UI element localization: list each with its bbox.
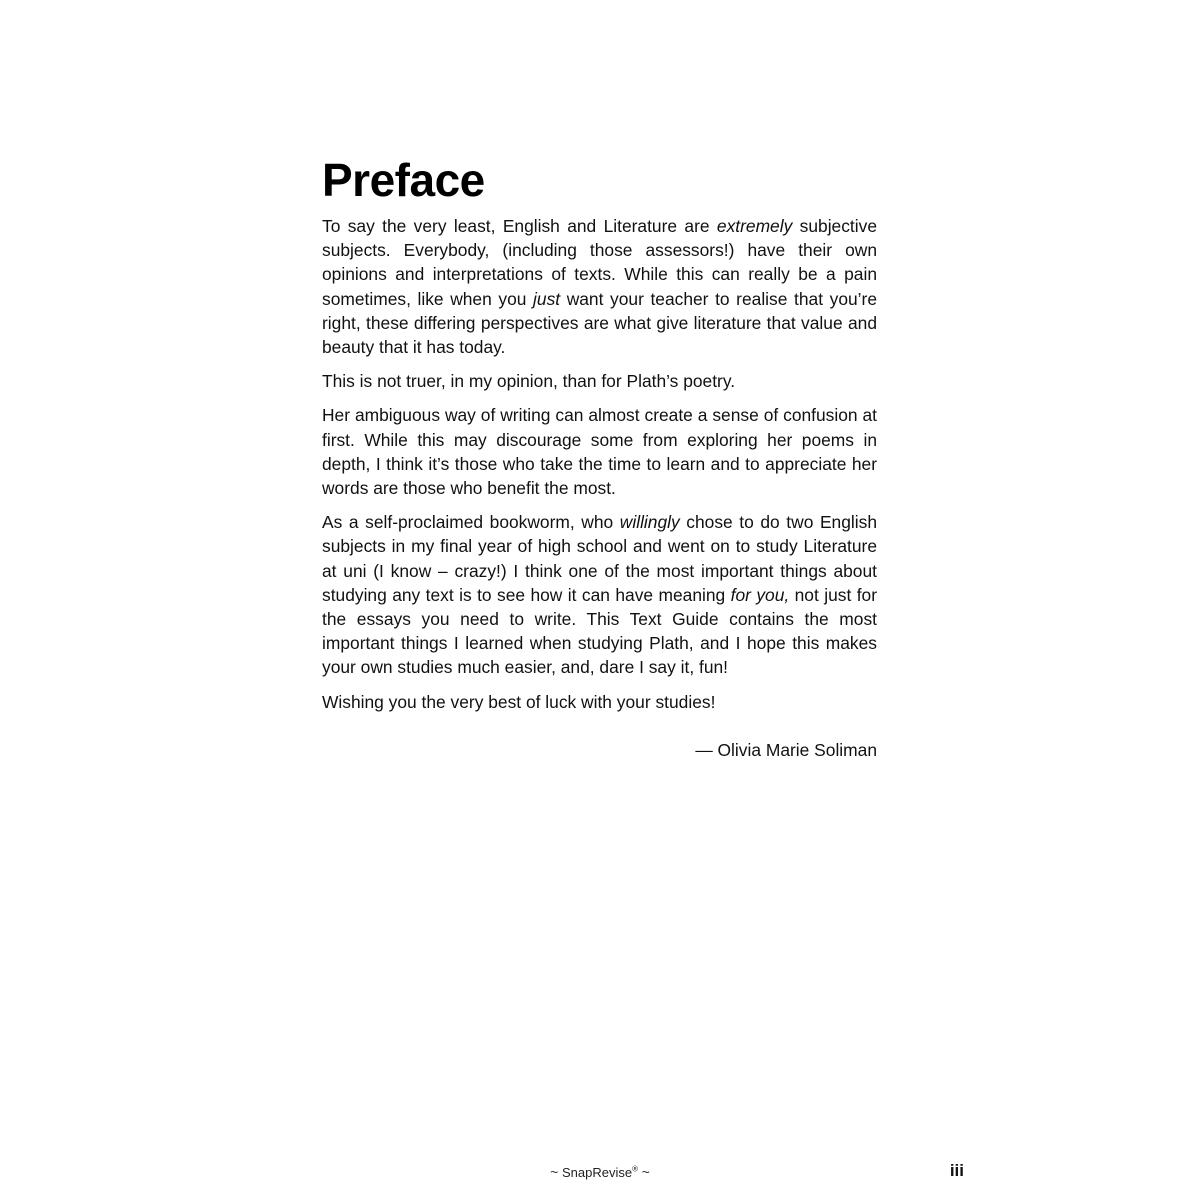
paragraph-text: not just for the essays you need to write. This Text Guide contains the most important things I learned when studying Plath, and I hope this makes your own studies much easier, and, dare I say it, fun!	[322, 584, 878, 678]
preface-paragraph	[322, 369, 877, 393]
footer-tilde-left: ~	[550, 1164, 559, 1180]
preface-content	[322, 152, 877, 762]
preface-paragraph	[322, 510, 877, 679]
paragraph-text: Wishing you the very best of luck with your studies!	[322, 691, 716, 712]
emphasis-text: extremely	[716, 216, 793, 236]
page-title: Preface	[322, 154, 485, 206]
emphasis-text: just	[533, 288, 561, 309]
preface-paragraph	[322, 214, 877, 359]
paragraph-text: To say the very least, English and Literature are	[322, 216, 717, 236]
page-number: iii	[949, 1161, 964, 1180]
paragraph-text: chose to do two English subjects in my final year of high school and went on to study Literature at uni (I know – crazy!) I think one of the most important things about studying any text is to see how it can have meaning	[322, 512, 877, 605]
paragraph-text: subjective subjects. Everybody, (including those assessors!) have their own opinions and interpretations of texts. While this can really be a pain sometimes, like when you	[322, 216, 877, 309]
emphasis-text: willingly	[619, 512, 680, 533]
paragraph-text: want your teacher to realise that you’re right, these differing perspectives are what give literature that value and beauty that it has today.	[322, 288, 877, 358]
emphasis-text: for you,	[730, 584, 790, 605]
paragraph-text: This is not truer, in my opinion, than for Plath’s poetry.	[322, 371, 736, 392]
footer-tilde-right: ~	[641, 1164, 650, 1180]
preface-paragraph	[322, 690, 877, 714]
footer-brand	[0, 1163, 1200, 1182]
paragraph-text: Her ambiguous way of writing can almost create a sense of confusion at first. While this may discourage some from exploring her poems in depth, I think it’s those who take the time to learn and to appreciate her words are those who benefit the most.	[322, 405, 877, 499]
paragraph-text: As a self-proclaimed bookworm, who	[322, 512, 620, 533]
footer-brand-name: SnapRevise	[561, 1165, 633, 1180]
author-signature: — Olivia Marie Soliman	[695, 739, 877, 760]
registered-mark: ®	[632, 1164, 638, 1174]
preface-body	[322, 214, 877, 714]
preface-paragraph	[322, 403, 877, 500]
